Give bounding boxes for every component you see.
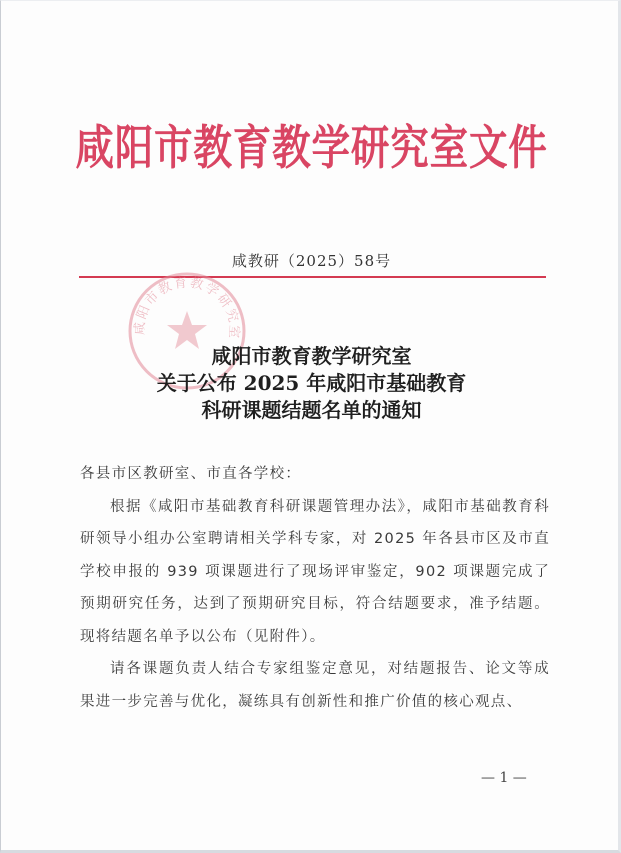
- notice-body: [80, 458, 550, 718]
- page-number: — 1 —: [481, 770, 527, 786]
- body-paragraph-2: 请各课题负责人结合专家组鉴定意见，对结题报告、论文等成果进一步完善与优化，凝练具有创新性和推广价值的核心观点、: [80, 661, 550, 710]
- notice-title: [1, 343, 621, 424]
- masthead-title: 咸阳市教育教学研究室文件: [75, 121, 548, 176]
- notice-title-line-1: 咸阳市教育教学研究室: [211, 344, 412, 368]
- body-paragraph-1: 根据《咸阳市基础教育科研课题管理办法》，咸阳市基础教育科研领导小组办公室聘请相关学科专家，对 2025 年各县市区及市直学校申报的 939 项课题进行了现场评审鉴定，902 项课题完成了预期研究任务，达到了预期研究目标，符合结题要求，准予结题。现将结题名单予以公布（见附件）。: [80, 498, 550, 645]
- document-number: 咸教研（2025）58号: [231, 252, 392, 270]
- notice-title-line-2: 关于公布 2025 年咸阳市基础教育: [156, 371, 467, 395]
- notice-title-line-3: 科研课题结题名单的通知: [201, 398, 422, 422]
- salutation: 各县市区教研室、市直各学校：: [80, 466, 302, 482]
- seal-text: 咸阳市教育教学研究室: [132, 275, 242, 341]
